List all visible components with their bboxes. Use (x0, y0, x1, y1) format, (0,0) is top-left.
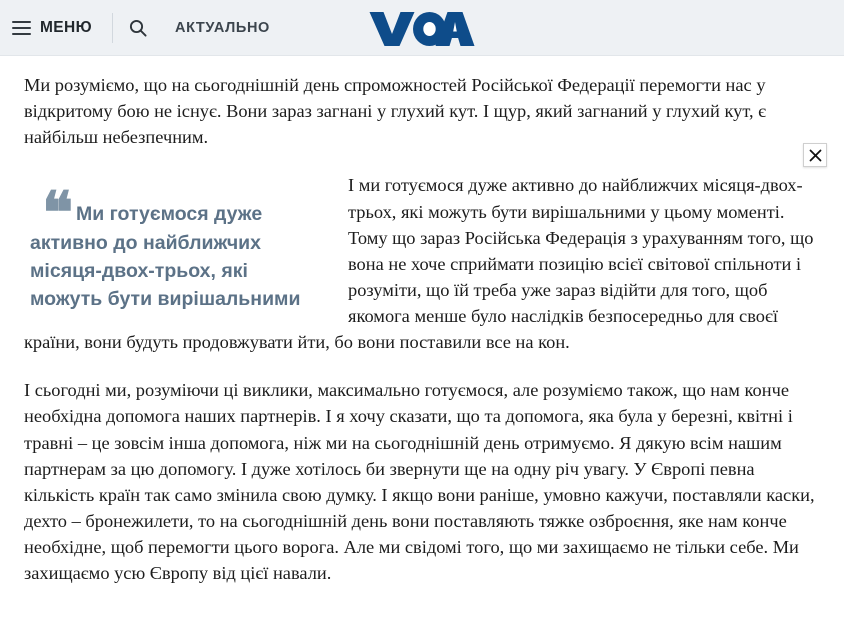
search-icon (129, 19, 147, 37)
article-paragraph-1: Ми розуміємо, що на сьогоднішній день спроможностей Російської Федерації перемогти нас у відкритому бою не існує. Вони зараз загнані у глухий кут. І щур, який загнаний у глухий кут, є найбільш небезпечним. (24, 75, 767, 148)
search-button[interactable] (115, 0, 161, 55)
menu-button-label: МЕНЮ (40, 18, 93, 36)
pullquote-paragraph-block (24, 172, 820, 355)
menu-button[interactable] (0, 0, 110, 55)
voa-logo[interactable] (370, 8, 475, 48)
pullquote-text: Ми готуємося дуже активно до найближчих місяця-двох-трьох, які можуть бути вирішальними (30, 203, 301, 311)
nav-link-actual[interactable]: АКТУАЛЬНО (175, 19, 270, 36)
ad-close-button[interactable] (803, 143, 827, 167)
header-divider (112, 13, 113, 43)
article-body (0, 56, 844, 586)
article-paragraph-2: І ми готуємося дуже активно до найближчих місяця-двох-трьох, які можуть бути вирішальними у цьому моменті. Тому що зараз Російська Федерація з урахуванням того, що вона не хоче сприймати позицію всієї світової спільноти і розуміти, що їй треба уже зараз відійти для того, щоб якомога менше було наслідків безпосередньо для своєї країни, вони будуть продовжувати йти, бо вони поставили все на кон. (24, 175, 814, 353)
article-paragraph-3: І сьогодні ми, розуміючи ці виклики, максимально готуємося, але розуміємо також, що нам конче необхідна допомога наших партнерів. І я хочу сказати, що та допомога, яка була у березні, квітні і травні – це зовсім інша допомога, ніж ми на сьогоднішній день отримуємо. Я дякую всім нашим партнерам за цю допомогу. І дуже хотілось би звернути ще на одну річ увагу. У Європі певна кількість країн так само змінила свою думку. І якщо вони раніше, умовно кажучи, поставляли каски, дехто – бронежилети, то на сьогоднішній день вони поставляють тяжке озброєння, яке нам конче необхідне, щоб перемогти цього ворога. Але ми свідомі того, що ми захищаємо не тільки себе. Ми захищаємо усю Європу від цієї навали. (24, 380, 815, 584)
site-header (0, 0, 844, 56)
pullquote: ❝ Ми готуємося дуже активно до найближчих місяця-двох-трьох, які можуть бути вирішальними (30, 181, 301, 311)
close-icon (809, 149, 822, 162)
hamburger-icon (12, 21, 31, 35)
